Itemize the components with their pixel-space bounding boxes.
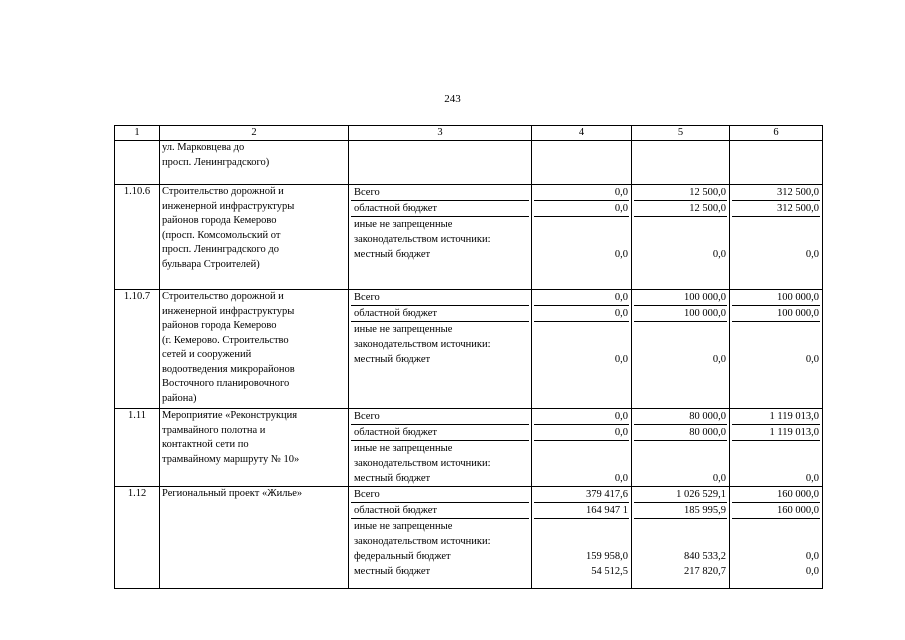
value-cell [632, 290, 730, 409]
value [634, 337, 727, 352]
value: 312 500,0 [732, 201, 820, 217]
name-line: бульвара Строителей) [162, 258, 260, 270]
source-label: областной бюджет [351, 425, 529, 441]
value: 0,0 [534, 306, 629, 322]
name-line: водоотведения микрорайонов [162, 363, 295, 375]
value-cell [532, 290, 632, 409]
name-line: Региональный проект «Жилье» [162, 488, 303, 499]
source-label: иные не запрещенные [354, 521, 453, 532]
source-label: иные не запрещенные [354, 219, 453, 230]
value: 0,0 [805, 551, 819, 562]
value: 80 000,0 [634, 425, 727, 441]
row-number-cell [115, 141, 160, 185]
value [732, 519, 820, 534]
value [534, 534, 629, 549]
name-line: контактной сети по [162, 439, 249, 450]
row-name-cell [160, 185, 349, 290]
value [634, 217, 727, 232]
value-cell [532, 409, 632, 487]
value: 0,0 [805, 566, 819, 577]
table-row-continuation [115, 141, 823, 185]
value: 0,0 [534, 185, 629, 201]
value-cell [730, 290, 823, 409]
value [534, 322, 629, 337]
source-label: Всего [351, 290, 529, 306]
value [534, 441, 629, 456]
value-cell [532, 141, 632, 185]
value: 0,0 [805, 354, 819, 365]
value-cell [730, 409, 823, 487]
value-cell [632, 185, 730, 290]
header-cell: 4 [532, 126, 632, 141]
value: 0,0 [805, 473, 819, 484]
value [634, 441, 727, 456]
value [634, 456, 727, 471]
name-line: Мероприятие «Реконструкция [162, 410, 298, 421]
row-number-cell: 1.10.7 [115, 290, 160, 409]
header-cell: 2 [160, 126, 349, 141]
name-line: просп. Ленинградского до [162, 244, 280, 255]
value: 0,0 [805, 249, 819, 260]
source-label: законодательством источники: [354, 234, 491, 245]
header-cell: 3 [349, 126, 532, 141]
source-label: федеральный бюджет [354, 551, 451, 562]
value: 0,0 [534, 409, 629, 425]
value: 160 000,0 [732, 487, 820, 503]
row-number-cell: 1.10.6 [115, 185, 160, 290]
value [732, 232, 820, 247]
value: 100 000,0 [732, 290, 820, 306]
value-cell [632, 487, 730, 589]
name-line: трамвайному маршруту № 10» [162, 453, 300, 465]
name-line: района) [162, 392, 197, 404]
value [534, 337, 629, 352]
value [534, 217, 629, 232]
source-label: Всего [351, 409, 529, 425]
name-line: Строительство дорожной и [162, 186, 284, 197]
value: 185 995,9 [634, 503, 727, 519]
source-label: Всего [351, 185, 529, 201]
value: 0,0 [712, 473, 726, 484]
value: 0,0 [534, 425, 629, 441]
source-label: областной бюджет [351, 201, 529, 217]
source-label: областной бюджет [351, 306, 529, 322]
source-label: областной бюджет [351, 503, 529, 519]
value-cell [532, 185, 632, 290]
value: 1 119 013,0 [732, 409, 820, 425]
header-cell: 1 [115, 126, 160, 141]
value [732, 441, 820, 456]
header-cell: 6 [730, 126, 823, 141]
table-row [115, 290, 823, 409]
name-line: (г. Кемерово. Строительство [162, 334, 289, 346]
value [634, 322, 727, 337]
value: 1 026 529,1 [634, 487, 727, 503]
value [534, 456, 629, 471]
value: 80 000,0 [634, 409, 727, 425]
value [732, 534, 820, 549]
value: 312 500,0 [732, 185, 820, 201]
name-line: Восточного планировочного [162, 378, 290, 389]
table-row [115, 409, 823, 487]
row-name-cell [160, 141, 349, 185]
header-cell: 5 [632, 126, 730, 141]
source-label: иные не запрещенные [354, 324, 453, 335]
name-line: инженерной инфраструктуры [162, 200, 295, 212]
row-number-cell: 1.11 [115, 409, 160, 487]
value-cell [532, 487, 632, 589]
value [534, 519, 629, 534]
source-label: законодательством источники: [354, 536, 491, 547]
value [634, 232, 727, 247]
value: 0,0 [712, 354, 726, 365]
value-cell [632, 141, 730, 185]
value: 54 512,5 [591, 566, 628, 577]
name-line: Строительство дорожной и [162, 291, 284, 302]
source-label: местный бюджет [354, 566, 431, 577]
value: 159 958,0 [586, 551, 628, 562]
source-cell [349, 487, 532, 589]
row-name-cell [160, 409, 349, 487]
value: 217 820,7 [684, 566, 726, 577]
value-cell [730, 141, 823, 185]
value: 12 500,0 [634, 185, 727, 201]
source-cell [349, 290, 532, 409]
value [732, 337, 820, 352]
source-label: местный бюджет [354, 473, 431, 484]
value [732, 456, 820, 471]
name-line: ул. Марковцева до [162, 142, 245, 153]
value: 164 947 1 [534, 503, 629, 519]
value: 0,0 [614, 473, 628, 484]
budget-table [114, 125, 823, 589]
value [634, 519, 727, 534]
source-cell [349, 185, 532, 290]
table-header-row [115, 126, 823, 141]
value: 0,0 [534, 201, 629, 217]
value [732, 322, 820, 337]
value-cell [632, 409, 730, 487]
value [534, 232, 629, 247]
source-label: местный бюджет [354, 249, 431, 260]
name-line: (просп. Комсомольский от [162, 229, 281, 241]
table-row [115, 185, 823, 290]
value: 840 533,2 [684, 551, 726, 562]
value-cell [730, 487, 823, 589]
value-cell [730, 185, 823, 290]
name-line: трамвайного полотна и [162, 424, 266, 436]
value: 100 000,0 [634, 290, 727, 306]
value [634, 534, 727, 549]
name-line: районов города Кемерово [162, 320, 277, 331]
name-line: районов города Кемерово [162, 215, 277, 226]
value: 1 119 013,0 [732, 425, 820, 441]
value: 100 000,0 [634, 306, 727, 322]
row-number-cell: 1.12 [115, 487, 160, 589]
value: 379 417,6 [534, 487, 629, 503]
row-name-cell [160, 290, 349, 409]
source-label: иные не запрещенные [354, 443, 453, 454]
page-number: 243 [444, 93, 461, 105]
source-label: законодательством источники: [354, 339, 491, 350]
value: 0,0 [614, 249, 628, 260]
row-name-cell [160, 487, 349, 589]
table-row [115, 487, 823, 589]
value: 0,0 [534, 290, 629, 306]
name-line: инженерной инфраструктуры [162, 305, 295, 317]
value [732, 217, 820, 232]
name-line: сетей и сооружений [162, 349, 252, 360]
value: 0,0 [614, 354, 628, 365]
value: 160 000,0 [732, 503, 820, 519]
source-cell [349, 141, 532, 185]
name-line: просп. Ленинградского) [162, 156, 270, 168]
source-label: Всего [351, 487, 529, 503]
source-label: законодательством источники: [354, 458, 491, 469]
source-cell [349, 409, 532, 487]
value: 100 000,0 [732, 306, 820, 322]
value: 12 500,0 [634, 201, 727, 217]
value: 0,0 [712, 249, 726, 260]
source-label: местный бюджет [354, 354, 431, 365]
